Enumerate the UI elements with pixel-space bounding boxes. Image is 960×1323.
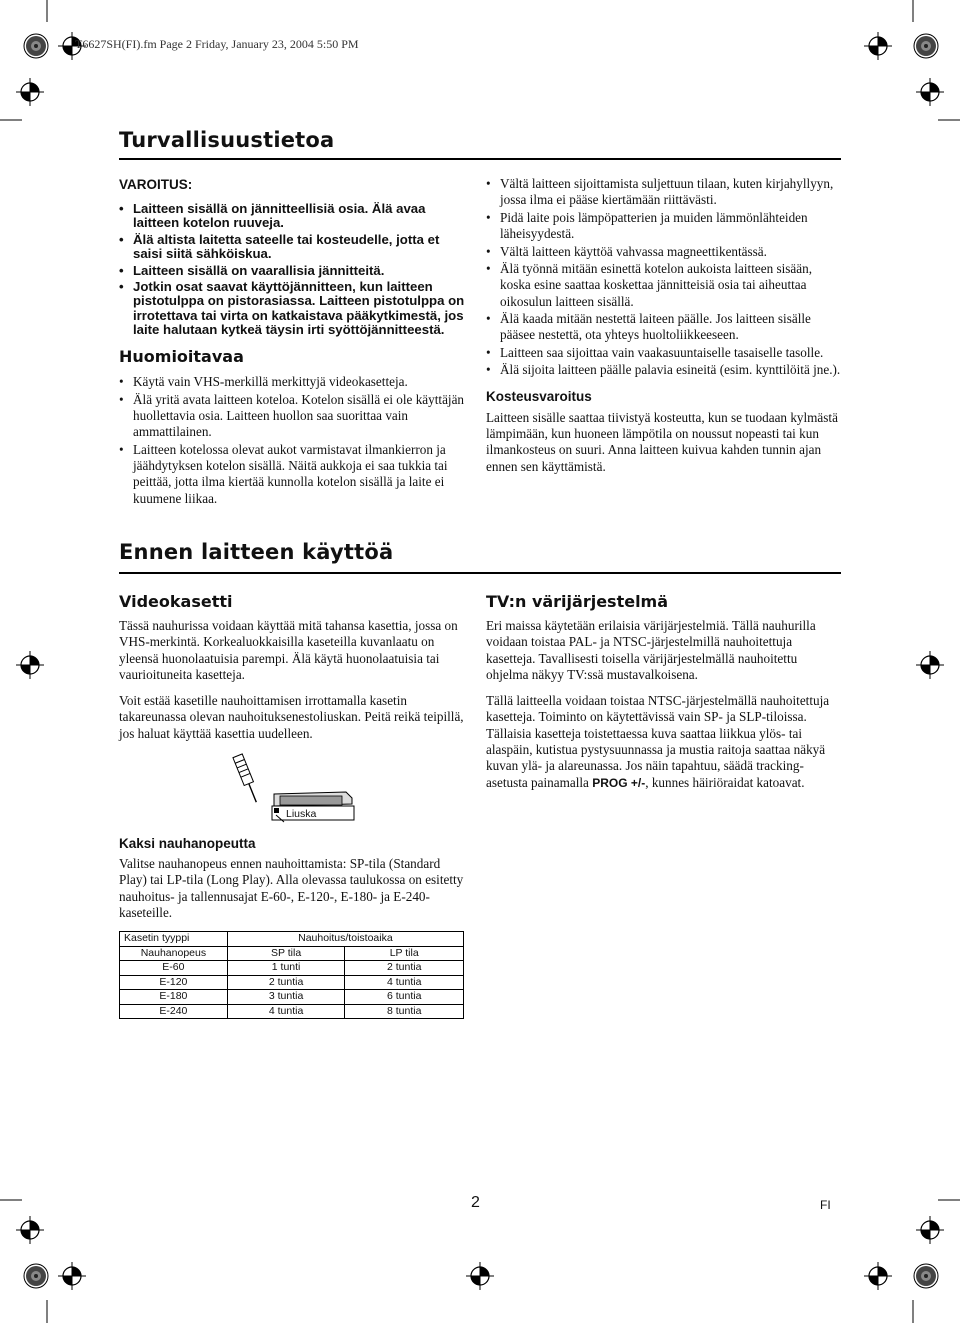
table-header-row <box>120 946 464 961</box>
table-row <box>120 975 464 990</box>
list-item: • Pidä laite pois lämpöpatterien ja muiden lämmönlähteiden läheisyydestä. <box>486 210 841 243</box>
table-cell: 3 tuntia <box>227 990 345 1005</box>
humidity-text: Laitteen sisälle saattaa tiivistyä kosteutta, kun se tuodaan kylmästä lämpimään, kun huoneen lämpötila on noussut nopeasti tai kun ilmankosteus on suuri. Anna laitteen kuivua kahden tunnin ajan ennen sen käyttämistä. <box>486 409 838 474</box>
list-item: • Käytä vain VHS-merkillä merkittyjä videokasetteja. <box>119 374 471 390</box>
table-header: SP tila <box>227 946 345 961</box>
warning-label: VAROITUS: <box>119 177 193 192</box>
speeds-section <box>119 836 464 921</box>
table-header: Kasetin tyyppi <box>120 932 228 947</box>
list-item: • Älä kaada mitään nestettä laiteen päälle. Jos laitteen sisälle pääsee nestettä, ota yhteys huoltoliikkeeseen. <box>486 311 841 344</box>
safety-title: Turvallisuustietoa <box>119 128 335 152</box>
list-item: • Älä yritä avata laitteen koteloa. Kotelon sisällä ei ole käyttäjän huollettavia osia. Laitteen huollon saa suorittaa vain ammattilainen. <box>119 392 471 441</box>
tab-label: Liuska <box>286 808 317 820</box>
list-item: • Älä altista laitetta sateelle tai kosteudelle, jotta et saisi siitä sähköiskua. <box>119 233 471 262</box>
table-row <box>120 1004 464 1019</box>
table-row <box>120 961 464 976</box>
table-header: Nauhanopeus <box>120 946 228 961</box>
right-notes-list <box>486 176 841 379</box>
table-header-row <box>120 932 464 947</box>
list-item: • Vältä laitteen sijoittamista suljettuun tilaan, kuten kirjahyllyyn, jossa ilma ei pääse kiertämään riittävästi. <box>486 176 841 209</box>
language-code: FI <box>820 1198 831 1212</box>
before-use-left-column <box>119 592 464 742</box>
speeds-text: Valitse nauhanopeus ennen nauhoittamista: SP-tila (Standard Play) tai LP-tila (Long Play). Alla olevassa taulukossa on esitetty nauhoitus- ja tallennusajat E-60-, E-120-, E-180- ja E-240-kaseteille. <box>119 856 464 920</box>
page-number: 2 <box>471 1194 480 1211</box>
list-item: • Laitteen sisällä on jännitteellisiä osia. Älä avaa laitteen kotelon ruuveja. <box>119 202 471 231</box>
table-header: Nauhoitus/toistoaika <box>227 932 463 947</box>
table-cell: 6 tuntia <box>345 990 464 1005</box>
table-cell: 2 tuntia <box>345 961 464 976</box>
section-rule <box>119 572 841 574</box>
prog-button-label: PROG +/- <box>592 775 646 790</box>
table-cell: E-240 <box>120 1004 228 1019</box>
tape-time-table <box>119 931 464 1019</box>
list-item: • Laitteen sisällä on vaarallisia jännitteitä. <box>119 264 471 278</box>
table-cell: 1 tunti <box>227 961 345 976</box>
section-rule <box>119 158 841 160</box>
tv-paragraph-1: Eri maissa käytetään erilaisia värijärjestelmiä. Tällä nauhurilla voidaan toistaa PAL- ja NTSC-järjestelmillä nauhoitettuja kasetteja. Tavallisesti toisella värijärjestelmällä nauhoitettu ohjelma näkyy TV:ssä mustavalkoisena. <box>486 618 816 682</box>
table-cell: 4 tuntia <box>345 975 464 990</box>
cassette-title: Videokasetti <box>119 592 233 611</box>
table-cell: E-60 <box>120 961 228 976</box>
cassette-paragraph-1: Tässä nauhurissa voidaan käyttää mitä tahansa kasettia, jossa on VHS-merkintä. Korkealuokkaisilla kaseteilla kuvanlaatu on yleensä huonolaatuisia parempi. Älä käytä huonolaatuisia tai vaurioituneita kasetteja. <box>119 618 458 682</box>
safety-left-column <box>119 177 471 508</box>
cassette-paragraph-2: Voit estää kasetille nauhoittamisen irrottamalla kasetin takareunassa olevan nauhoituksenestoliuskan. Peitä reikä teipillä, jos haluat käyttää kasettia uudelleen. <box>119 693 464 741</box>
table-cell: E-120 <box>120 975 228 990</box>
list-item: • Laitteen kotelossa olevat aukot varmistavat ilmankierron ja jäähdytyksen kotelon sisällä. Näitä aukkoja ei saa tukkia tai peittää, jotta ilma kiertää kunnolla kotelon sisällä ja laite ei kuumene liikaa. <box>119 442 471 507</box>
notes-title: Huomioitavaa <box>119 347 244 367</box>
before-use-title: Ennen laitteen käyttöä <box>119 540 394 564</box>
list-item: • Älä työnnä mitään esinettä kotelon aukoista laitteen sisään, koska esine saattaa koskettaa jännitteisiä osia tai aiheuttaa oikosulun laitteen sisällä. <box>486 261 841 310</box>
table-cell: 2 tuntia <box>227 975 345 990</box>
table-row <box>120 990 464 1005</box>
tv-paragraph-2 <box>486 693 836 791</box>
table-header: LP tila <box>345 946 464 961</box>
speeds-title: Kaksi nauhanopeutta <box>119 836 256 851</box>
before-use-right-column <box>486 592 836 791</box>
table-cell: 8 tuntia <box>345 1004 464 1019</box>
tv-paragraph-2-text: Tällä laitteella voidaan toistaa NTSC-järjestelmällä nauhoitettuja kasetteja. Toiminto on käytettävissä vain SP- ja SLP-tiloissa. Tällaisia kasetteja toistettaessa kuva saattaa liikkua ylös- tai alaspäin, kutistua pystysuunnassa ja mustia raitoja saattaa näkyä kuvan ylä- ja alareunassa. Jos näin tapahtuu, säädä tracking-asetusta painamalla <box>486 693 830 790</box>
list-item: • Vältä laitteen käyttöä vahvassa magneettikentässä. <box>486 244 841 260</box>
humidity-title: Kosteusvaroitus <box>486 388 592 404</box>
table-cell: 4 tuntia <box>227 1004 345 1019</box>
list-item: • Laitteen saa sijoittaa vain vaakasuuntaiselle tasaiselle tasolle. <box>486 345 841 361</box>
notes-list <box>119 374 471 507</box>
tv-paragraph-2-end: , kunnes häiriöraidat katoavat. <box>645 774 805 790</box>
cassette-illustration <box>228 752 358 824</box>
list-item: • Älä sijoita laitteen päälle palavia esineitä (esim. kynttilöitä jne.). <box>486 362 841 378</box>
warning-list <box>119 202 471 337</box>
table-cell: E-180 <box>120 990 228 1005</box>
tv-system-title: TV:n värijärjestelmä <box>486 592 669 611</box>
list-item: • Jotkin osat saavat käyttöjännitteen, kun laitteen pistotulppa on pistorasiassa. Laitteen pistotulppa on irrotettava tai virta on katkaistava pääkytkimestä, jos laite halutaan kytkeä täysin irti syöttöjännitteestä. <box>119 280 471 337</box>
file-header: T6627SH(FI).fm Page 2 Friday, January 23, 2004 5:50 PM <box>75 37 359 51</box>
safety-right-column <box>486 176 841 475</box>
